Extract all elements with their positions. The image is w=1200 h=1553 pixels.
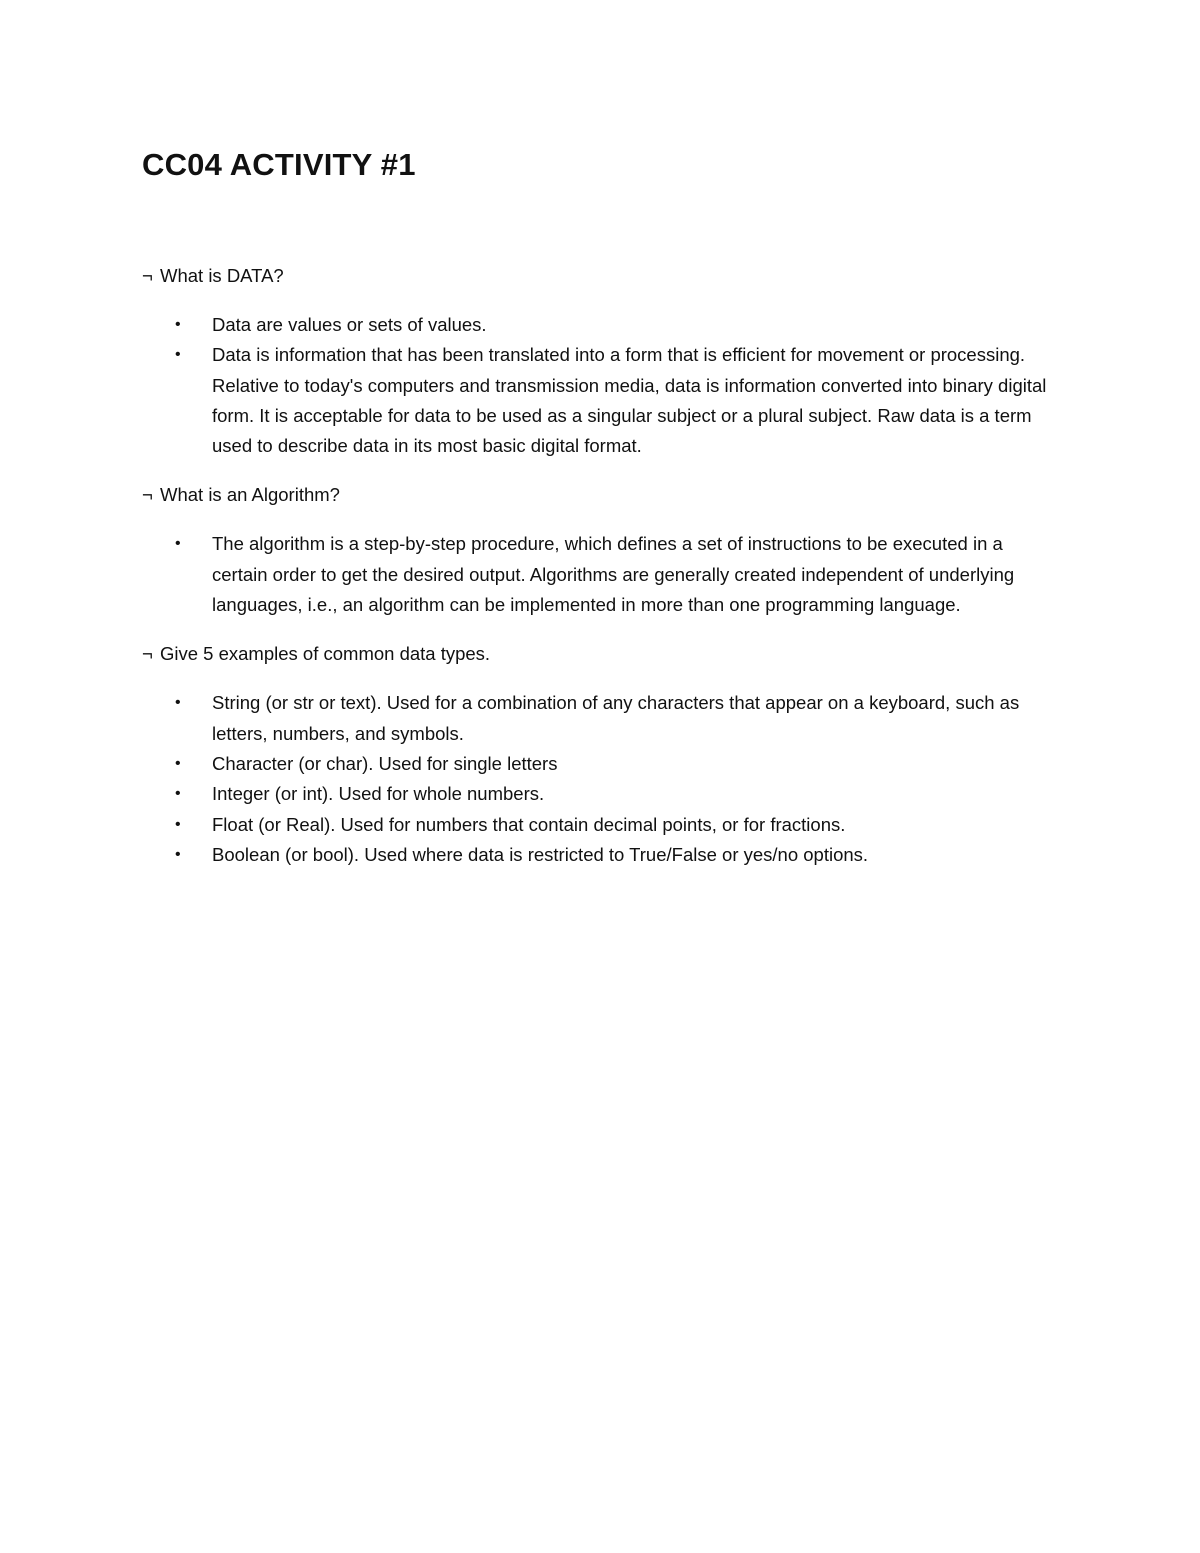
list-item [142,810,1062,840]
list-item-text: The algorithm is a step-by-step procedure, which defines a set of instructions to be executed in a certain order to get the desired output. Algorithms are generally created independent of underlying languages, i.e., an algorithm can be implemented in more than one programming language. [212,533,1015,616]
list-item-text: Character (or char). Used for single letters [212,752,558,774]
document-body [142,146,1072,870]
bullet-icon: • [175,694,181,712]
answer-list [142,310,1072,461]
document-title: CC04 ACTIVITY #1 [142,147,416,182]
list-item [142,310,1062,340]
list-item-text: Integer (or int). Used for whole numbers. [212,783,545,805]
list-item [142,749,1062,779]
question-text: What is an Algorithm? [160,484,340,506]
bullet-icon: • [175,785,181,803]
bullet-icon: • [175,845,181,863]
bullet-icon: • [175,535,181,553]
question-text: What is DATA? [160,265,284,286]
list-item [142,840,1062,870]
answer-list [142,529,1072,620]
bullet-icon: • [175,815,181,833]
list-item [142,779,1062,809]
answer-list [142,688,1072,870]
list-item-text: Data is information that has been translated into a form that is efficient for movement or processing. Relative to today's computers and transmission media, data is information converted into binary digital form. It is acceptable for data to be used as a singular subject or a plural subject. Raw data is a term used to describe data in its most basic digital format. [212,344,1047,457]
list-item-text: String (or str or text). Used for a combination of any characters that appear on a keyboard, such as letters, numbers, and symbols. [212,692,1020,744]
list-item-text: Data are values or sets of values. [212,314,487,335]
list-item-text: Boolean (or bool). Used where data is restricted to True/False or yes/no options. [212,843,869,865]
question-heading [142,639,1072,669]
list-item-text: Float (or Real). Used for numbers that contain decimal points, or for fractions. [212,813,846,835]
question-marker: ¬ [142,643,153,665]
question-heading [142,261,1072,291]
question-marker: ¬ [142,484,153,506]
bullet-icon: • [175,316,181,333]
bullet-icon: • [175,754,181,772]
list-item [142,340,1062,461]
list-item [142,688,1062,749]
question-marker: ¬ [142,265,153,286]
section-data-types [142,639,1072,870]
question-text: Give 5 examples of common data types. [160,643,491,665]
question-heading [142,480,1072,510]
bullet-icon: • [175,346,181,364]
list-item [142,529,1062,620]
section-what-is-algorithm [142,480,1072,620]
section-what-is-data [142,261,1072,461]
